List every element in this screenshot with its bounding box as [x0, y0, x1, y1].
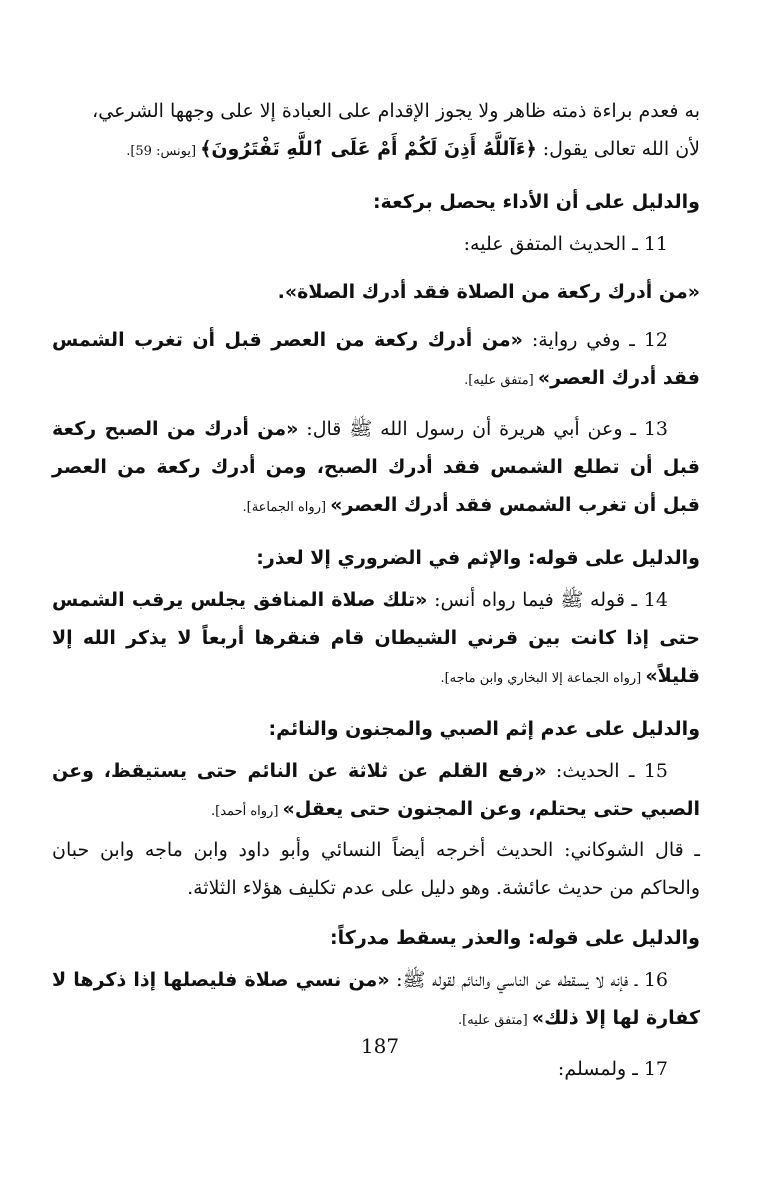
item-12-hadith: «من أدرك ركعة من العصر قبل أن تغرب الشمس فقد أدرك العصر»: [52, 329, 700, 389]
item-13: [52, 410, 700, 527]
heading-excuse-drops: والدليل على قوله: والعذر يسقط مدركاً:: [330, 927, 700, 949]
heading-ada-by-rakah: والدليل على أن الأداء يحصل بركعة:: [372, 191, 700, 213]
item-14-reference: [رواه الجماعة إلا البخاري وابن ماجه].: [440, 671, 646, 686]
item-14-intro: 14 ـ قوله ﷺ فيما رواه أنس:: [427, 589, 668, 611]
item-15: [52, 752, 700, 831]
item-16: [52, 961, 700, 1040]
item-13-reference: [رواه الجماعة].: [242, 500, 331, 515]
shawkani-note: ـ قال الشوكاني: الحديث أخرجه أيضاً النسائي وأبو داود وابن ماجه وابن حبان والحاكم من حديث عائشة. وهو دليل على عدم تكليف هؤلاء الثلاثة.: [52, 839, 700, 899]
item-16-intro: 16 ـ فإنه لا يسقطه عن الناسي والنائم لقوله ﷺ:: [389, 969, 668, 991]
item-15-hadith: «رفع القلم عن ثلاثة عن النائم حتى يستيقظ، وعن الصبي حتى يحتلم، وعن المجنون حتى يعقل»: [52, 760, 700, 820]
item-12-intro: 12 ـ وفي رواية:: [522, 329, 668, 351]
item-12: [52, 321, 700, 400]
opening-line-1: به فعدم براءة ذمته ظاهر ولا يجوز الإقدام على العبادة إلا على وجهها الشرعي،: [92, 100, 700, 122]
page-number: 187: [360, 1034, 400, 1058]
quran-reference: [يونس: 59].: [126, 144, 201, 159]
item-17-intro: 17 ـ ولمسلم:: [557, 1058, 668, 1080]
item-12-reference: [متفق عليه].: [464, 373, 538, 388]
item-15-intro: 15 ـ الحديث:: [546, 760, 668, 782]
heading-sin-without-excuse: والدليل على قوله: والإثم في الضروري إلا لعذر:: [256, 547, 700, 569]
item-13-hadith: «من أدرك من الصبح ركعة قبل أن تطلع الشمس فقد أدرك الصبح، ومن أدرك ركعة من العصر قبل أن تغرب الشمس فقد أدرك العصر»: [52, 418, 700, 516]
item-16-hadith: «من نسي صلاة فليصلها إذا ذكرها لا كفارة لها إلا ذلك»: [52, 969, 700, 1029]
item-11-hadith: «من أدرك ركعة من الصلاة فقد أدرك الصلاة».: [277, 281, 700, 303]
item-13-intro: 13 ـ وعن أبي هريرة أن رسول الله ﷺ قال:: [298, 418, 668, 440]
item-11-intro: 11 ـ الحديث المتفق عليه:: [463, 233, 668, 255]
item-14: [52, 581, 700, 698]
quran-verse: ﴿ءَآللَّهُ أَذِنَ لَكُمْ أَمْ عَلَى ٱللَّهِ تَفْتَرُونَ﴾: [200, 138, 537, 160]
heading-no-sin-child-insane-sleeper: والدليل على عدم إثم الصبي والمجنون والنائم:: [268, 718, 700, 740]
item-16-reference: [متفق عليه].: [458, 1013, 532, 1028]
item-15-reference: [رواه أحمد].: [211, 804, 283, 819]
opening-line-2: لأن الله تعالى يقول:: [536, 138, 700, 160]
item-14-hadith: «تلك صلاة المنافق يجلس يرقب الشمس حتى إذا كانت بين قرني الشيطان قام فنقرها أربعاً لا يذكر الله إلا قليلاً»: [52, 589, 700, 687]
paragraph-opening: [52, 92, 700, 171]
